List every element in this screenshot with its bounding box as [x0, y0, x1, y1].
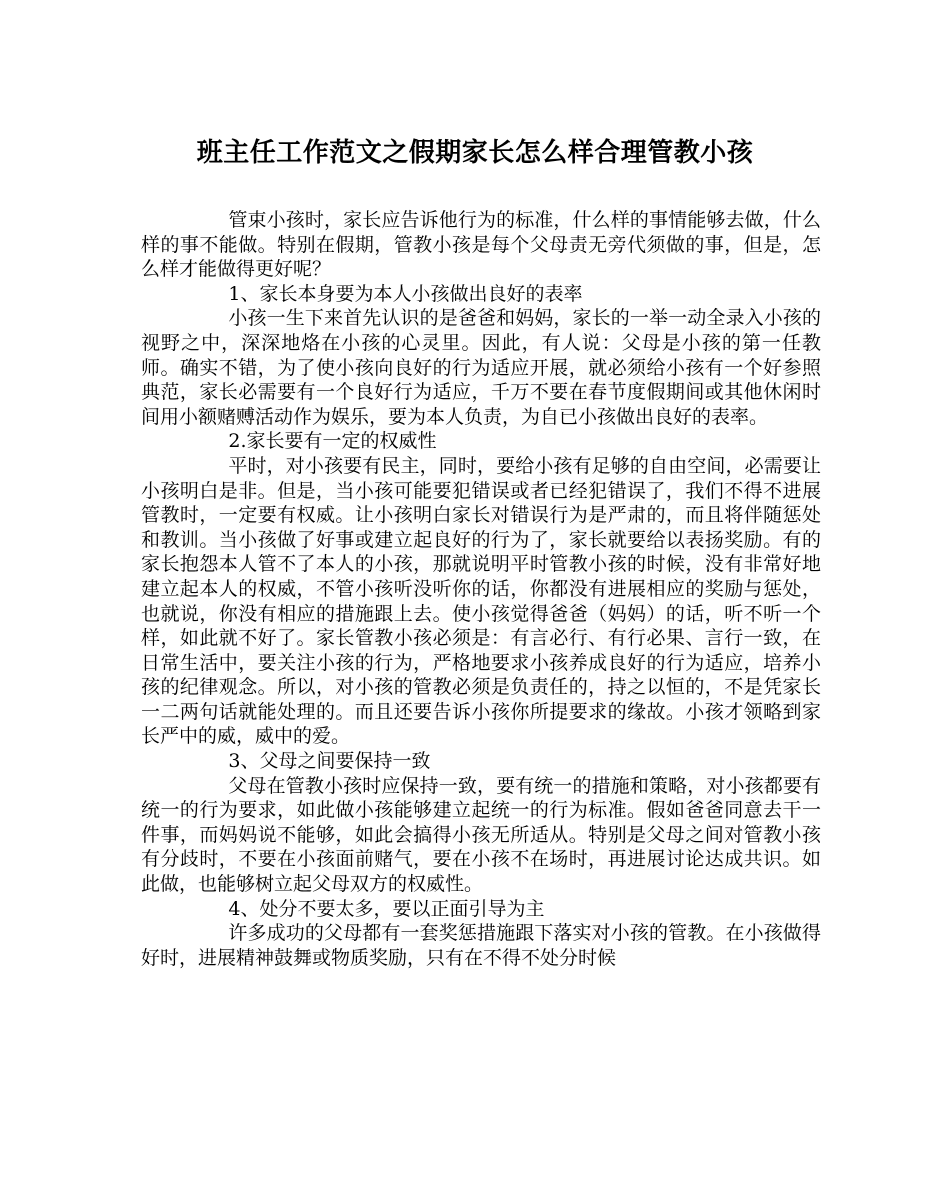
section-text-2: 平时，对小孩要有民主，同时，要给小孩有足够的自由空间，必需要让小孩明白是非。但是，当小孩可能要犯错误或者已经犯错误了，我们不得不进展管教时，一定要有权威。让小孩明白家长对错误行为是严肃的，而且将伴随惩处和教训。当小孩做了好事或建立起良好的行为了，家长就要给以表扬奖励。有的家长抱怨本人管不了本人的小孩，那就说明平时管教小孩的时候，没有非常好地建立起本人的权威，不管小孩听没听你的话，你都没有进展相应的奖励与惩处，也就说，你没有相应的措施跟上去。使小孩觉得爸爸（妈妈）的话，听不听一个样，如此就不好了。家长管教小孩必须是：有言必行、有行必果、言行一致，在日常生活中，要关注小孩的行为，严格地要求小孩养成良好的行为适应，培养小孩的纪律观念。所以，对小孩的管教必须是负责任的，持之以恒的，不是凭家长一二两句话就能处理的。而且还要告诉小孩你所提要求的缘故。小孩才领略到家长严中的威，威中的爱。 — [141, 454, 821, 748]
section-text-4: 许多成功的父母都有一套奖惩措施跟下落实对小孩的管教。在小孩做得好时，进展精神鼓舞或物质奖励，只有在不得不处分时候 — [141, 922, 821, 969]
document-body — [141, 208, 821, 970]
section-heading-1: 1、家长本身要为本人小孩做出良好的表率 — [228, 282, 583, 305]
section-heading-4: 4、处分不要太多，要以正面引导为主 — [228, 897, 545, 920]
document-title: 班主任工作范文之假期家长怎么样合理管教小孩 — [196, 138, 754, 168]
intro-paragraph: 管束小孩时，家长应告诉他行为的标准，什么样的事情能够去做，什么样的事不能做。特别在假期，管教小孩是每个父母责无旁代须做的事，但是，怎么样才能做得更好呢？ — [141, 209, 821, 281]
section-heading-3: 3、父母之间要保持一致 — [228, 750, 431, 773]
section-heading-2: 2.家长要有一定的权威性 — [228, 430, 437, 453]
section-text-1: 小孩一生下来首先认识的是爸爸和妈妈，家长的一举一动全录入小孩的视野之中，深深地烙在小孩的心灵里。因此，有人说：父母是小孩的第一任教师。确实不错，为了使小孩向良好的行为适应开展，就必须给小孩有一个好参照典范，家长必需要有一个良好行为适应，千万不要在春节度假期间或其他休闲时间用小额赌赙活动作为娱乐，要为本人负责，为自已小孩做出良好的表率。 — [141, 307, 821, 428]
section-text-3: 父母在管教小孩时应保持一致，要有统一的措施和策略，对小孩都要有统一的行为要求，如此做小孩能够建立起统一的行为标准。假如爸爸同意去干一件事，而妈妈说不能够，如此会搞得小孩无所适从。特别是父母之间对管教小孩有分歧时，不要在小孩面前赌气，要在小孩不在场时，再进展讨论达成共识。如此做，也能够树立起父母双方的权威性。 — [141, 774, 821, 896]
